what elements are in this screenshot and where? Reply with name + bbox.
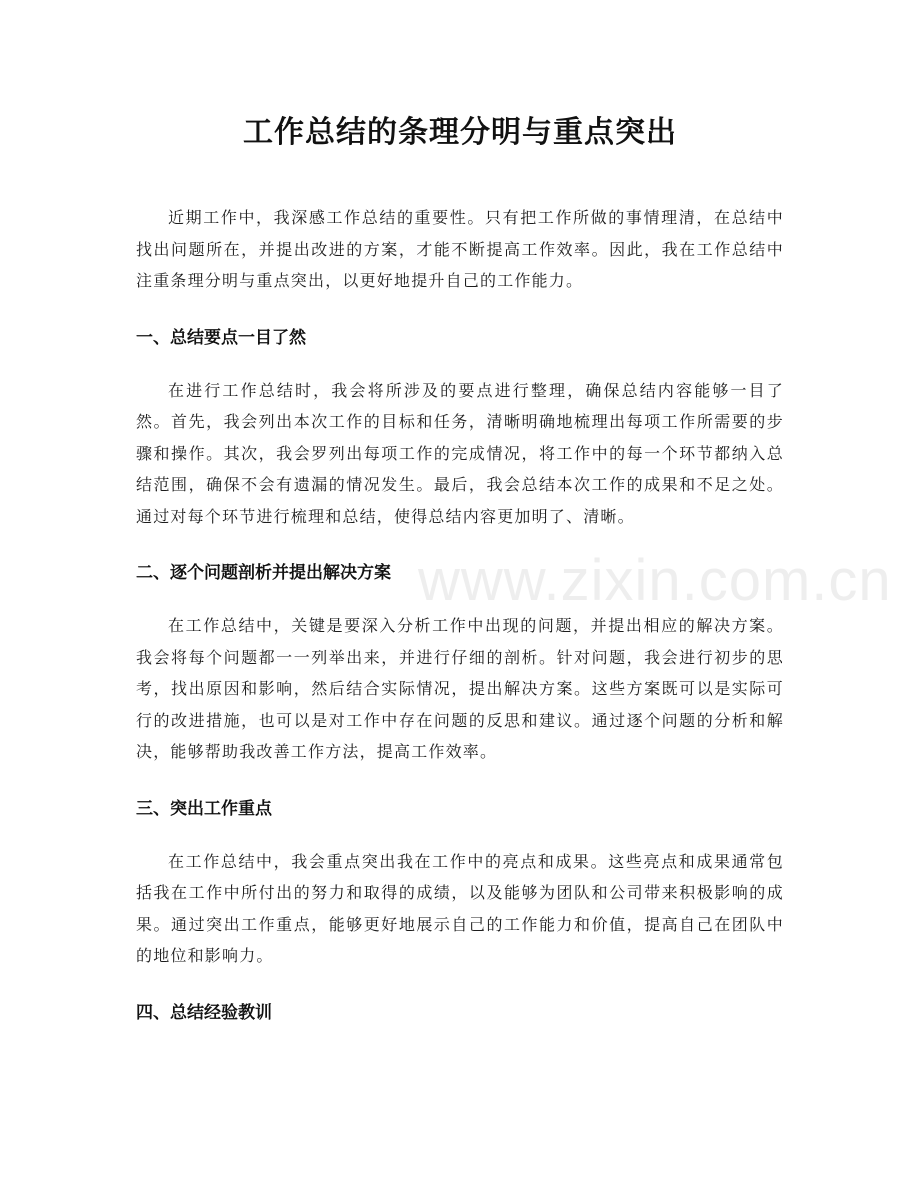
intro-paragraph: 近期工作中，我深感工作总结的重要性。只有把工作所做的事情理清，在总结中找出问题所在，并提出改进的方案，才能不断提高工作效率。因此，我在工作总结中注重条理分明与重点突出，以更好地提升自己的工作能力。 bbox=[136, 208, 784, 290]
section-body-1: 在进行工作总结时，我会将所涉及的要点进行整理，确保总结内容能够一目了然。首先，我会列出本次工作的目标和任务，清晰明确地梳理出每项工作所需要的步骤和操作。其次，我会罗列出每项工作的完成情况，将工作中的每一个环节都纳入总结范围，确保不会有遗漏的情况发生。最后，我会总结本次工作的成果和不足之处。通过对每个环节进行梳理和总结，使得总结内容更加明了、清晰。 bbox=[136, 380, 784, 526]
watermark: www.zixin.com.cn bbox=[418, 548, 892, 613]
section-heading-3: 三、突出工作重点 bbox=[136, 798, 272, 819]
section-heading-4: 四、总结经验教训 bbox=[136, 1002, 272, 1023]
section-body-2: 在工作总结中，关键是要深入分析工作中出现的问题，并提出相应的解决方案。我会将每个问题都一一列举出来，并进行仔细的剖析。针对问题，我会进行初步的思考，找出原因和影响，然后结合实际情况，提出解决方案。这些方案既可以是实际可行的改进措施，也可以是对工作中存在问题的反思和建议。通过逐个问题的分析和解决，能够帮助我改善工作方法，提高工作效率。 bbox=[136, 616, 784, 761]
section-body-3: 在工作总结中，我会重点突出我在工作中的亮点和成果。这些亮点和成果通常包括我在工作中所付出的努力和取得的成绩，以及能够为团队和公司带来积极影响的成果。通过突出工作重点，能够更好地展示自己的工作能力和价值，提高自己在团队中的地位和影响力。 bbox=[136, 851, 784, 965]
section-heading-1: 一、总结要点一目了然 bbox=[136, 327, 306, 348]
document-title: 工作总结的条理分明与重点突出 bbox=[243, 115, 677, 150]
section-heading-2: 二、逐个问题剖析并提出解决方案 bbox=[136, 563, 391, 583]
